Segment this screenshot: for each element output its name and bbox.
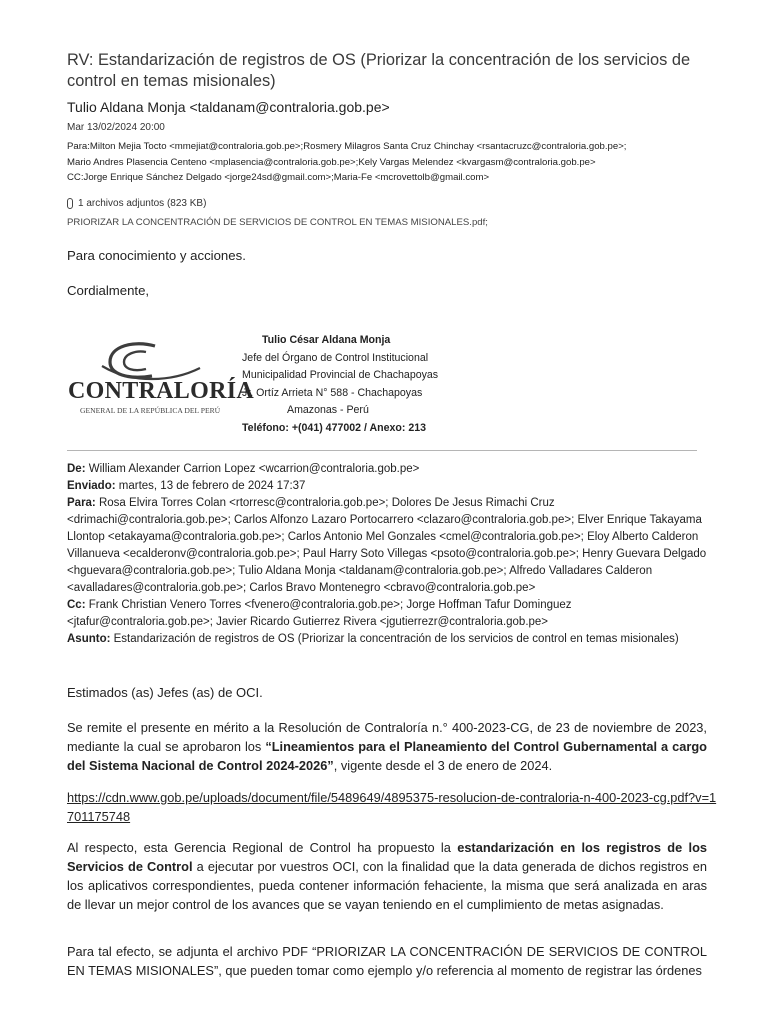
signature-address: Jr. Ortíz Arrieta N° 588 - Chachapoyas <box>242 386 423 399</box>
forwarded-header <box>67 461 717 648</box>
fwd-subject: Asunto: Estandarización de registros de OS (Priorizar la concentración de los servicios de control en temas misionales) <box>67 633 679 645</box>
fwd-from: De: William Alexander Carrion Lopez <wcarrion@contraloria.gob.pe> <box>67 463 420 475</box>
paperclip-icon <box>67 198 73 209</box>
body-line-2: Cordialmente, <box>67 283 150 298</box>
signature-phone: Teléfono: +(041) 477002 / Anexo: 213 <box>242 421 426 434</box>
fwd-sent: Enviado: martes, 13 de febrero de 2024 17:37 <box>67 480 306 492</box>
attachments-count: 1 archivos adjuntos (823 KB) <box>78 198 207 209</box>
message-paragraph-2: Al respecto, esta Gerencia Regional de Control ha propuesto la estandarización en los registros de los Servicios de Control a ejecutar por vuestros OCI, con la finalidad que la data generada de dichos registros en los aplicativos correspondientes, pueda contener información fehaciente, la misma que será analizada en aras de llevar un mejor control de los avances que se vayan teniendo en el cumplimiento de metas asignadas. <box>67 840 708 912</box>
email-date: Mar 13/02/2024 20:00 <box>67 122 165 133</box>
email-sender[interactable]: Tulio Aldana Monja <taldanam@contraloria.gob.pe> <box>67 99 390 115</box>
message-paragraph-1: Se remite el presente en mérito a la Resolución de Contraloría n.° 400-2023-CG, de 23 de noviembre de 2023, mediante la cual se aprobaron los “Lineamientos para el Planeamiento del Control Gubernamental a cargo del Sistema Nacional de Control 2024-2026”, vigente desde el 3 de enero de 2024. <box>67 720 707 773</box>
fwd-to: Para: Rosa Elvira Torres Colan <rtorresc@contraloria.gob.pe>; Dolores De Jesus Rimachi Cruz <drimachi@contraloria.gob.pe>; Carlos Alfonzo Lazaro Portocarrero <clazaro@contraloria.gob.pe>; Elver Enrique Takayama Llontop <etakayama@contraloria.gob.pe>; Carlos Antonio Mel Gonzales <cmel@contraloria.gob.pe>; Eloy Alberto Calderon Villanueva <ecalderonv@contraloria.gob.pe>; Paul Harry Soto Villegas <psoto@contraloria.gob.pe>; Henry Guevara Delgado <hguevara@contraloria.gob.pe>; Tulio Aldana Monja <taldanam@contraloria.gob.pe>; Alfredo Valladares Calderon <avalladares@contraloria.gob.pe>; Carlos Bravo Montenegro <cbravo@contraloria.gob.pe> <box>67 497 707 594</box>
logo-subtitle: GENERAL DE LA REPÚBLICA DEL PERÚ <box>80 406 221 415</box>
resolution-link[interactable]: https://cdn.www.gob.pe/uploads/document/file/5489649/4895375-resolucion-de-contraloria-n-400-2023-cg.pdf?v=1701175748 <box>67 790 717 824</box>
signature-role: Jefe del Órgano de Control Institucional <box>242 351 429 364</box>
cc-line: CC:Jorge Enrique Sánchez Delgado <jorge24sd@gmail.com>;Maria-Fe <mcrovettolb@gmail.com> <box>67 172 490 183</box>
to-line-2: Mario Andres Plasencia Centeno <mplasencia@contraloria.gob.pe>;Kely Vargas Melendez <kvargasm@contraloria.gob.pe> <box>67 156 596 168</box>
recipients-block <box>67 139 727 186</box>
message-paragraph-3: Para tal efecto, se adjunta el archivo PDF “PRIORIZAR LA CONCENTRACIÓN DE SERVICIOS DE CONTROL EN TEMAS MISIONALES”, que pueden tomar como ejemplo y/o referencia al momento de registrar las órdenes <box>67 944 707 978</box>
signature-name: Tulio César Aldana Monja <box>262 334 391 346</box>
signature-block <box>242 332 438 438</box>
logo-wordmark: CONTRALORÍA <box>68 378 254 404</box>
signature-entity: Municipalidad Provincial de Chachapoyas <box>242 369 439 382</box>
message-greeting: Estimados (as) Jefes (as) de OCI. <box>67 685 263 700</box>
signature-region: Amazonas - Perú <box>287 404 369 417</box>
divider <box>67 450 697 451</box>
to-line-1: Para:Milton Mejia Tocto <mmejiat@contraloria.gob.pe>;Rosmery Milagros Santa Cruz Chinchay <rsantacruzc@contraloria.gob.pe>; <box>67 141 627 152</box>
attachments-summary[interactable] <box>67 198 206 209</box>
body-line-1: Para conocimiento y acciones. <box>67 248 246 263</box>
contraloria-logo <box>62 338 254 418</box>
fwd-cc: Cc: Frank Christian Venero Torres <fvenero@contraloria.gob.pe>; Jorge Hoffman Tafur Dominguez <jtafur@contraloria.gob.pe>; Javier Ricardo Gutierrez Rivera <jgutierrezr@contraloria.gob.pe> <box>67 599 572 628</box>
email-subject: RV: Estandarización de registros de OS (Priorizar la concentración de los servicios de control en temas misionales) <box>67 51 691 90</box>
attachment-link[interactable]: PRIORIZAR LA CONCENTRACIÓN DE SERVICIOS DE CONTROL EN TEMAS MISIONALES.pdf; <box>67 217 488 228</box>
